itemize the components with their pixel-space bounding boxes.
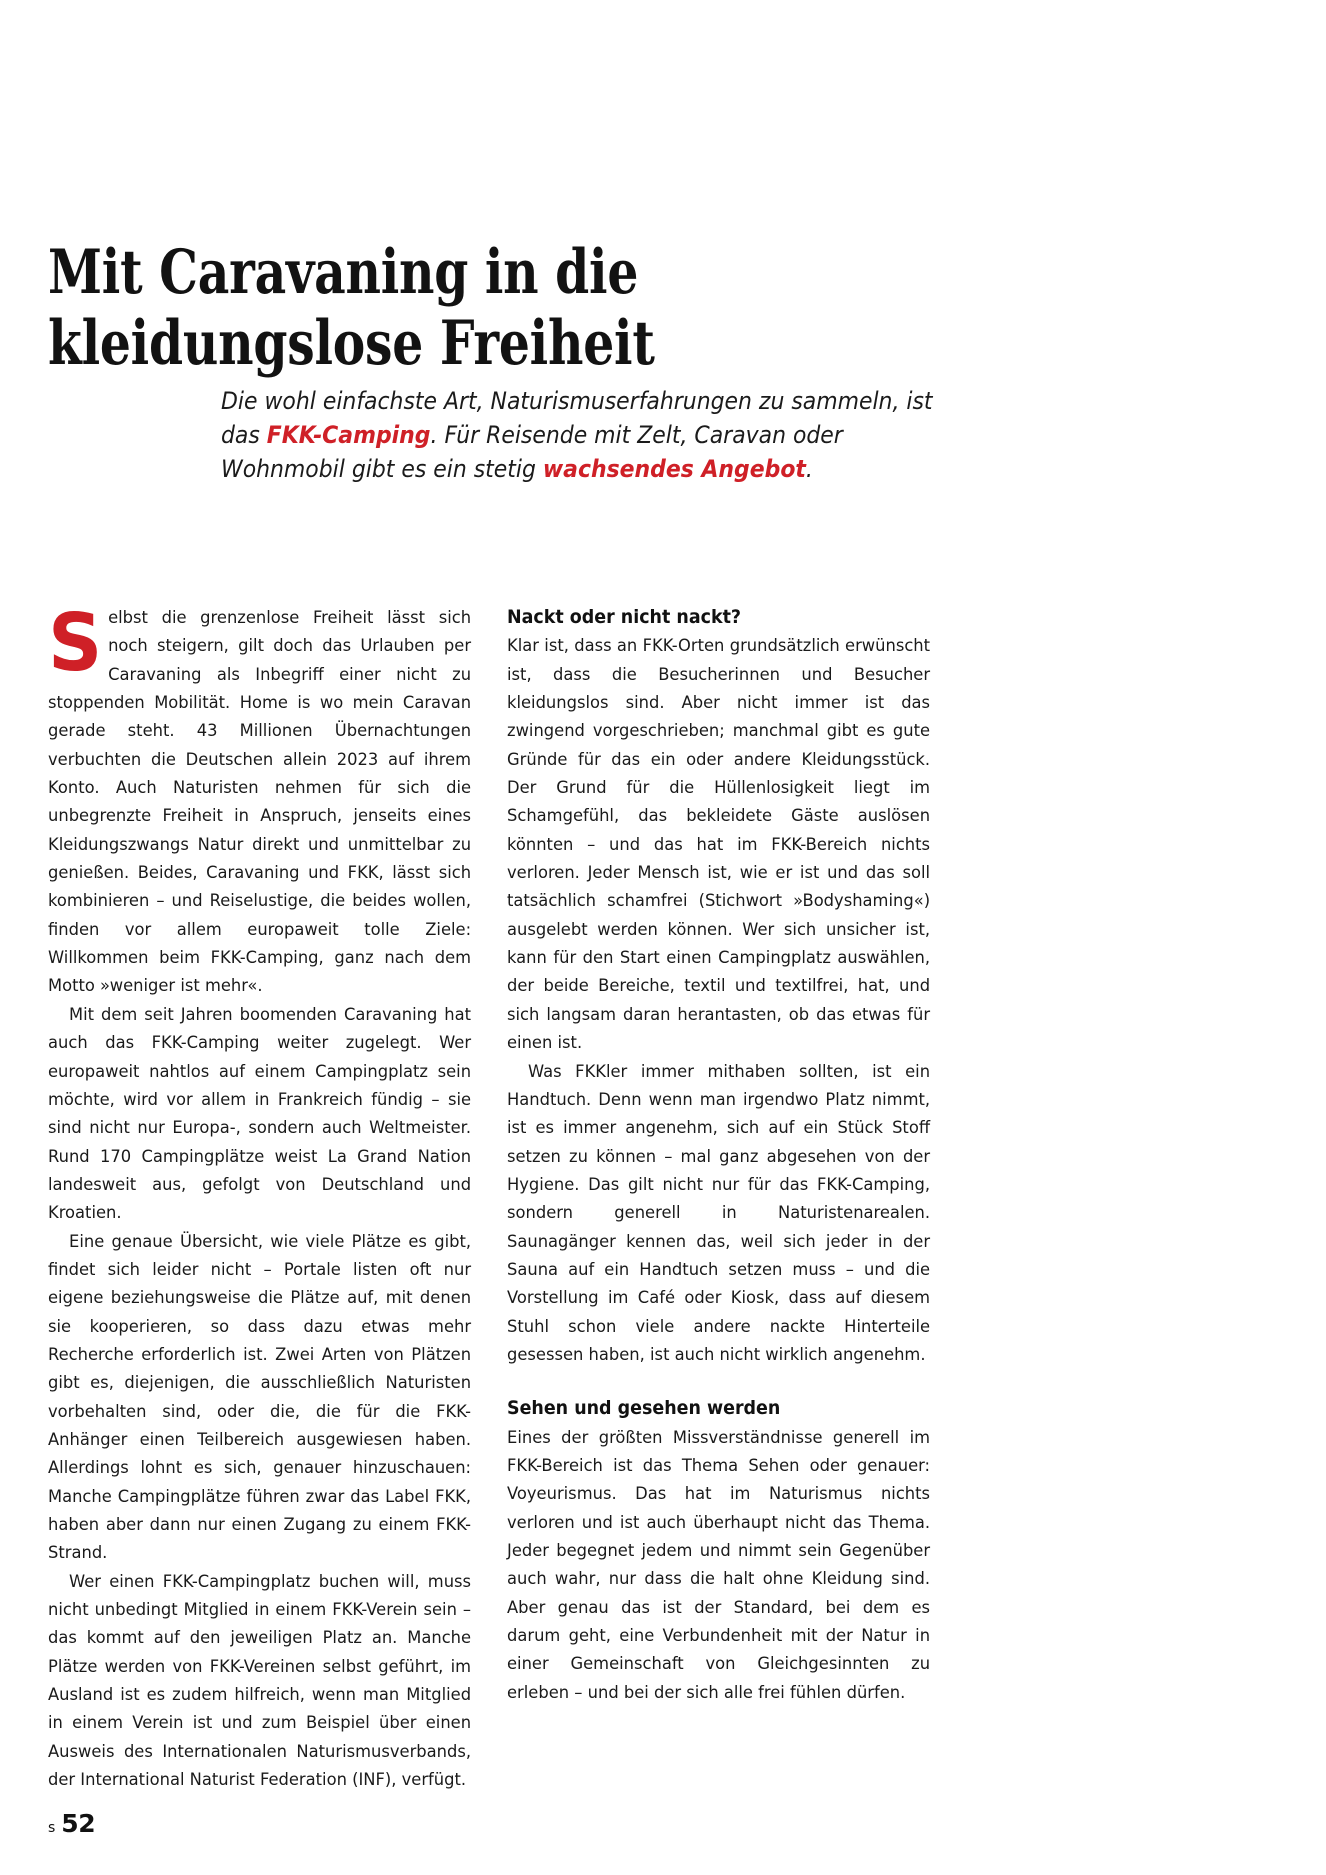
paragraph-left-2: Mit dem seit Jahren boomenden Caravaning hat auch das FKK-Camping weiter zugelegt. Wer europaweit nahtlos auf einem Campingplatz sein möchte, wird vor allem in Frankreich fündig – sie sind nicht nur Europa-, sondern auch Weltmeister. Rund 170 Campingplätze weist La Grand Nation landesweit aus, gefolgt von Deutschland und Kroatien. (48, 1004, 472, 1224)
subheading-sehen-und-gesehen-werden: Sehen und gesehen werden (507, 1398, 781, 1420)
standfirst (221, 384, 937, 486)
paragraph-right-3: Eines der größten Missverständnisse generell im FKK-Bereich ist das Thema Sehen oder genauer: Voyeurismus. Das hat im Naturismus nichts verloren und ist auch überhaupt nicht das Thema. Jeder begegnet jedem und nimmt sein Gegenüber auch wahr, nur dass die halt ohne Kleidung sind. Aber genau das ist der Standard, bei dem es darum geht, eine Verbundenheit mit der Natur in einer Gemeinschaft von Gleichgesinnten zu erleben – und bei der sich alle frei fühlen dürfen. (507, 1427, 931, 1703)
paragraph-left-1-text: elbst die grenzenlose Freiheit lässt sich noch steigern, gilt doch das Urlauben per Caravaning als Inbegriff einer nicht zu stoppenden Mobilität. Home is wo mein Caravan gerade steht. 43 Millionen Übernachtungen verbuchten die Deutschen allein 2023 auf ihrem Konto. Auch Naturisten nehmen für sich die unbegrenzte Freiheit in Anspruch, jenseits eines Kleidungszwangs Natur direkt und unmittelbar zu genießen. Beides, Caravaning und FKK, lässt sich kombinieren – und Reiselustige, die beides wollen, finden vor allem europaweit tolle Ziele: Willkommen beim FKK-Camping, ganz nach dem Motto »weniger ist mehr«. (48, 608, 472, 997)
page-title (48, 237, 768, 380)
paragraph-right-1: Klar ist, dass an FKK-Orten grundsätzlich erwünscht ist, dass die Besucherinnen und Besucher kleidungslos sind. Aber nicht immer ist das zwingend vorgeschrieben; manchmal gibt es gute Gründe für das ein oder andere Kleidungsstück. Der Grund für die Hüllenlosigkeit liegt im Schamgefühl, das bekleidete Gäste auslösen könnten – und das hat im FKK-Bereich nichts verloren. Jeder Mensch ist, wie er ist und das soll tatsächlich schamfrei (Stichwort »Bodyshaming«) ausgelebt werden können. Wer sich unsicher ist, kann für den Start einen Campingplatz auswählen, der beide Bereiche, textil und textilfrei, hat, und sich langsam daran herantasten, ob das etwas für einen ist. (507, 636, 931, 1054)
folio-page-number: 52 (61, 1809, 96, 1838)
page-folio (48, 1809, 95, 1838)
body-column-right (507, 604, 930, 1707)
body-column-left (48, 597, 472, 1794)
standfirst-part-1: Die wohl einfachste Art, Naturismuserfahrungen zu sammeln, ist das (221, 386, 933, 449)
subheading-nackt-oder-nicht-nackt: Nackt oder nicht nackt? (507, 607, 742, 628)
folio-prefix: s (48, 1820, 56, 1836)
paragraph-left-1 (48, 597, 472, 1001)
headline-line-2: kleidungslose Freiheit (48, 308, 655, 380)
standfirst-highlight-wachsendes-angebot: wachsendes Angebot (542, 454, 806, 483)
headline-line-1: Mit Caravaning in die (48, 236, 639, 308)
paragraph-right-2: Was FKKler immer mithaben sollten, ist ein Handtuch. Denn wenn man irgendwo Platz nimmt, ist es immer angenehm, sich auf ein Stück Stoff setzen zu können – mal ganz abgesehen von der Hygiene. Das gilt nicht nur für das FKK-Camping, sondern generell in Naturistenarealen. Saunagänger kennen das, weil sich jeder in der Sauna auf ein Handtuch setzen muss – und die Vorstellung im Café oder Kiosk, dass auf diesem Stuhl schon viele andere nackte Hinterteile gesessen haben, ist auch nicht wirklich angenehm. (507, 1061, 931, 1365)
drop-cap: S (48, 597, 103, 689)
standfirst-highlight-fkk-camping: FKK-Camping (266, 420, 431, 449)
paragraph-left-4: Wer einen FKK-Campingplatz buchen will, muss nicht unbedingt Mitglied in einem FKK-Verein sein – das kommt auf den jeweiligen Platz an. Manche Plätze werden von FKK-Vereinen selbst geführt, im Ausland ist es zudem hilfreich, wenn man Mitglied in einem Verein ist und zum Beispiel über einen Ausweis des Internationalen Naturismusverbands, der International Naturist Federation (INF), verfügt. (48, 1571, 472, 1791)
paragraph-left-3: Eine genaue Übersicht, wie viele Plätze es gibt, findet sich leider nicht – Portale listen oft nur eigene beziehungsweise die Plätze auf, mit denen sie kooperieren, so dass dazu etwas mehr Recherche erforderlich ist. Zwei Arten von Plätzen gibt es, diejenigen, die ausschließlich Naturisten vorbehalten sind, oder die, die für die FKK-Anhänger einen Teilbereich ausgewiesen haben. Allerdings lohnt es sich, genauer hinzuschauen: Manche Campingplätze führen zwar das Label FKK, haben aber dann nur einen Zugang zu einem FKK-Strand. (48, 1231, 472, 1564)
standfirst-part-3: . (805, 454, 813, 483)
standfirst-part-2: . Für Reisende mit Zelt, Caravan oder Wohnmobil gibt es ein stetig (221, 420, 843, 483)
